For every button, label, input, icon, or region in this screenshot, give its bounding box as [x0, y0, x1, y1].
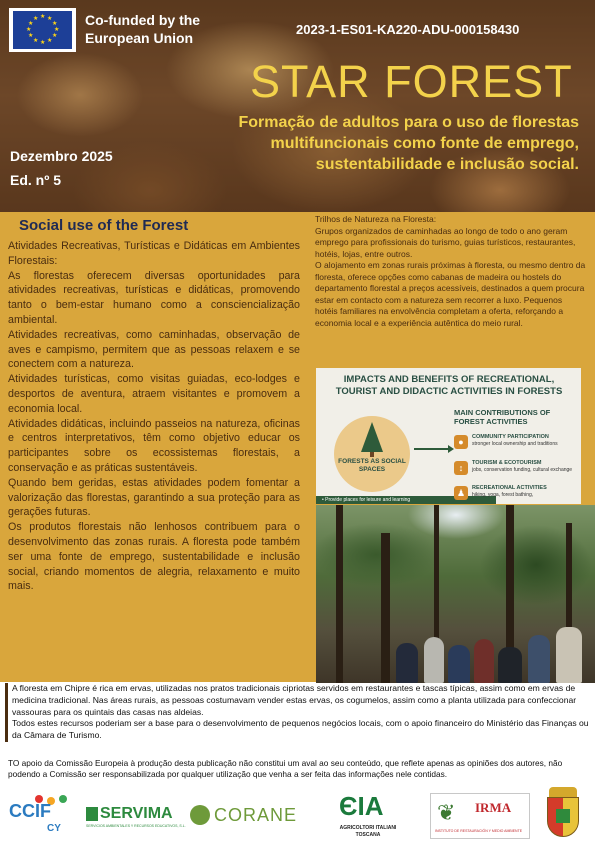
- left-column: [8, 217, 300, 677]
- eu-star-icon: ★: [26, 27, 32, 33]
- servima-logo-text: SERVIMA: [100, 805, 173, 822]
- ccif-logo-text: CCIF: [9, 801, 51, 821]
- person: [528, 635, 550, 683]
- infographic-title: IMPACTS AND BENEFITS OF RECREATIONAL, TOURIST AND DIDACTIC ACTIVITIES IN FORESTS: [335, 374, 563, 397]
- eu-star-icon: ★: [40, 40, 46, 46]
- people-icon: ●: [454, 435, 468, 449]
- contribution-title: RECREATIONAL ACTIVITIES: [472, 485, 547, 491]
- eu-star-icon: ★: [28, 33, 34, 39]
- contribution-desc: stronger local ownership and traditions: [472, 441, 558, 447]
- body-paragraph: Os produtos florestais não lenhosos contribuem para o desenvolvimento das zonas rurais. A floresta pode também ser uma fonte de emprego, sustentabilidade e inclusão social, criando momentos de alegria, relaxamento e muito mais.: [8, 521, 300, 593]
- trails-paragraph: Grupos organizados de caminhadas ao longo de todo o ano geram emprego para profissionais do turismo, guias turísticos, restaurantes, hotéis, lojas, entre outros.: [315, 225, 576, 259]
- contribution-title: TOURISM & ECOTOURISM: [472, 460, 542, 466]
- irma-logo-text: IRMA: [475, 800, 512, 815]
- eu-flag-logo: [9, 8, 76, 52]
- project-code: 2023-1-ES01-KA220-ADU-000158430: [296, 22, 520, 37]
- eu-star-icon: ★: [33, 16, 39, 22]
- person: [556, 627, 582, 683]
- newsletter-subtitle: Formação de adultos para o uso de florestas multifuncionais como fonte de emprego, sustentabilidade e inclusão social.: [238, 114, 579, 173]
- ccif-logo: [5, 793, 77, 837]
- right-column: [315, 214, 587, 329]
- eu-star-icon: ★: [47, 16, 53, 22]
- servima-logo: [86, 805, 186, 831]
- person: [498, 647, 522, 683]
- contribution-title: COMMUNITY PARTICIPATION: [472, 434, 549, 440]
- servima-mark-icon: [86, 807, 98, 821]
- cofunded-label: Co-funded by the European Union: [85, 12, 201, 46]
- tower-icon: [556, 809, 570, 823]
- body-paragraph: As florestas oferecem diversas oportunidades para atividades recreativas, turísticas e didáticas, promovendo tanto o bem-estar humano como a consciencialização ambiental.: [8, 269, 300, 326]
- impacts-infographic: [316, 368, 581, 504]
- header-banner: [0, 0, 595, 212]
- newsletter-title: STAR FOREST: [250, 56, 573, 107]
- arrow-line: [414, 448, 450, 450]
- forest-circle-label: FORESTS AS SOCIAL SPACES: [338, 458, 406, 473]
- contribution-desc: jobs, conservation funding, cultural exchange: [472, 467, 573, 473]
- fern-icon: ❦: [437, 800, 456, 825]
- tree-icon: [361, 422, 383, 452]
- eu-star-icon: ★: [28, 21, 34, 27]
- cia-mark-icon: ЄІА: [339, 791, 384, 821]
- corane-logo: [190, 803, 300, 829]
- hiker-icon: ♟: [454, 486, 468, 500]
- eu-star-icon: ★: [33, 38, 39, 44]
- partner-logos: [0, 783, 595, 848]
- eu-star-icon: ★: [40, 14, 46, 20]
- section-title: Social use of the Forest: [19, 217, 189, 234]
- note-paragraph: Todos estes recursos poderiam ser a base para o desenvolvimento de pequenos negócios locais, com o apoio financeiro do Ministério das Finanças ou da Câmara de Turismo.: [12, 718, 589, 741]
- body-paragraph: Atividades turísticas, como visitas guiadas, eco-lodges e desportos de aventura, atraem visitantes e promovem a economia local.: [8, 373, 300, 415]
- body-paragraph: Atividades recreativas, como caminhadas, observação de aves e campismo, permitem que as pessoas relaxem e se conectem com a natureza.: [8, 328, 300, 371]
- cia-logo: [333, 791, 403, 843]
- eu-star-icon: ★: [47, 38, 53, 44]
- body-paragraph: Atividades Recreativas, Turísticas e Didáticas em Ambientes Florestais:: [8, 240, 300, 267]
- irma-logo: [430, 793, 530, 839]
- person: [448, 645, 470, 683]
- crown-icon: [549, 787, 577, 797]
- person: [474, 639, 494, 683]
- person: [396, 643, 418, 683]
- tree-trunk: [336, 505, 343, 683]
- ccif-logo-sub: CY: [47, 823, 61, 834]
- eu-star-icon: ★: [52, 33, 58, 39]
- contribution-desc: hiking, yoga, forest bathing,: [472, 492, 534, 498]
- body-paragraph: Atividades didáticas, incluindo passeios na natureza, oficinas e centros interpretativos, têm como objetivo educar os participantes sobre os ecossistemas florestais, a conservação e as práticas sustentáveis.: [8, 417, 300, 474]
- cyprus-note: [5, 683, 589, 742]
- logo-dot: [59, 795, 67, 803]
- eu-star-icon: ★: [52, 21, 58, 27]
- eu-disclaimer: TO apoio da Comissão Europeia à produção desta publicação não constitui um aval ao seu conteúdo, que reflete apenas as opiniões dos autores, não podendo a Comissão ser responsabilizada por qualquer utilização que venha a ser feita das informações nele contidas.: [8, 758, 563, 779]
- coat-of-arms-logo: [543, 787, 583, 843]
- note-paragraph: A floresta em Chipre é rica em ervas, utilizadas nos pratos tradicionais cipriotas servidos em restaurantes e tascas típicas, assim como em ervas de medicina tradicional. Nas áreas rurais, as pessoas costumavam vender estas ervas, os cogumelos, assim como a planta utilizada para confeccionar vassouras para os quintais das casas nas aldeias.: [12, 683, 577, 717]
- eu-flag-field: [13, 11, 72, 49]
- body-paragraph: Quando bem geridas, estas atividades podem fomentar a valorização das florestas, garantindo a sua proteção para as gerações futuras.: [8, 476, 300, 519]
- trails-heading: Trilhos de Natureza na Floresta:: [315, 214, 437, 224]
- cia-logo-sub: AGRICOLTORI ITALIANI TOSCANA: [339, 825, 397, 838]
- person: [424, 637, 444, 683]
- corane-leaf-icon: [190, 805, 210, 825]
- forest-group-photo: [316, 505, 595, 683]
- infographic-strip: • Provide places for leisure and learning: [316, 496, 496, 504]
- edition-number: Ed. nº 5: [10, 172, 62, 188]
- tree-trunk: [381, 533, 390, 683]
- contributions-title: MAIN CONTRIBUTIONS OF FOREST ACTIVITIES: [454, 408, 551, 426]
- servima-logo-sub: SERVICIOS AMBIENTALES Y RECURSOS EDUCATIVOS, S.L.: [86, 824, 186, 828]
- eu-star-icon: ★: [54, 27, 60, 33]
- signpost-icon: ↕: [454, 461, 468, 475]
- irma-logo-sub: INSTITUTO DE RESTAURACIÓN Y MEDIO AMBIENTE: [435, 829, 523, 833]
- issue-date: Dezembro 2025: [10, 148, 113, 164]
- tree-trunk: [370, 452, 374, 457]
- corane-logo-text: CORANE: [214, 805, 298, 825]
- lodging-paragraph: O alojamento em zonas rurais próximas à floresta, ou mesmo dentro da floresta, oferece opções como cabanas de madeira ou hostels do departamento florestal a preços acessíveis, destinados a quem procura estar em contacto com a natureza sem recorrer a luxo. Pequenos hotéis familiares na envolvência completam a oferta, reforçando a economia local e a experiência autêntica do meio rural.: [315, 260, 586, 328]
